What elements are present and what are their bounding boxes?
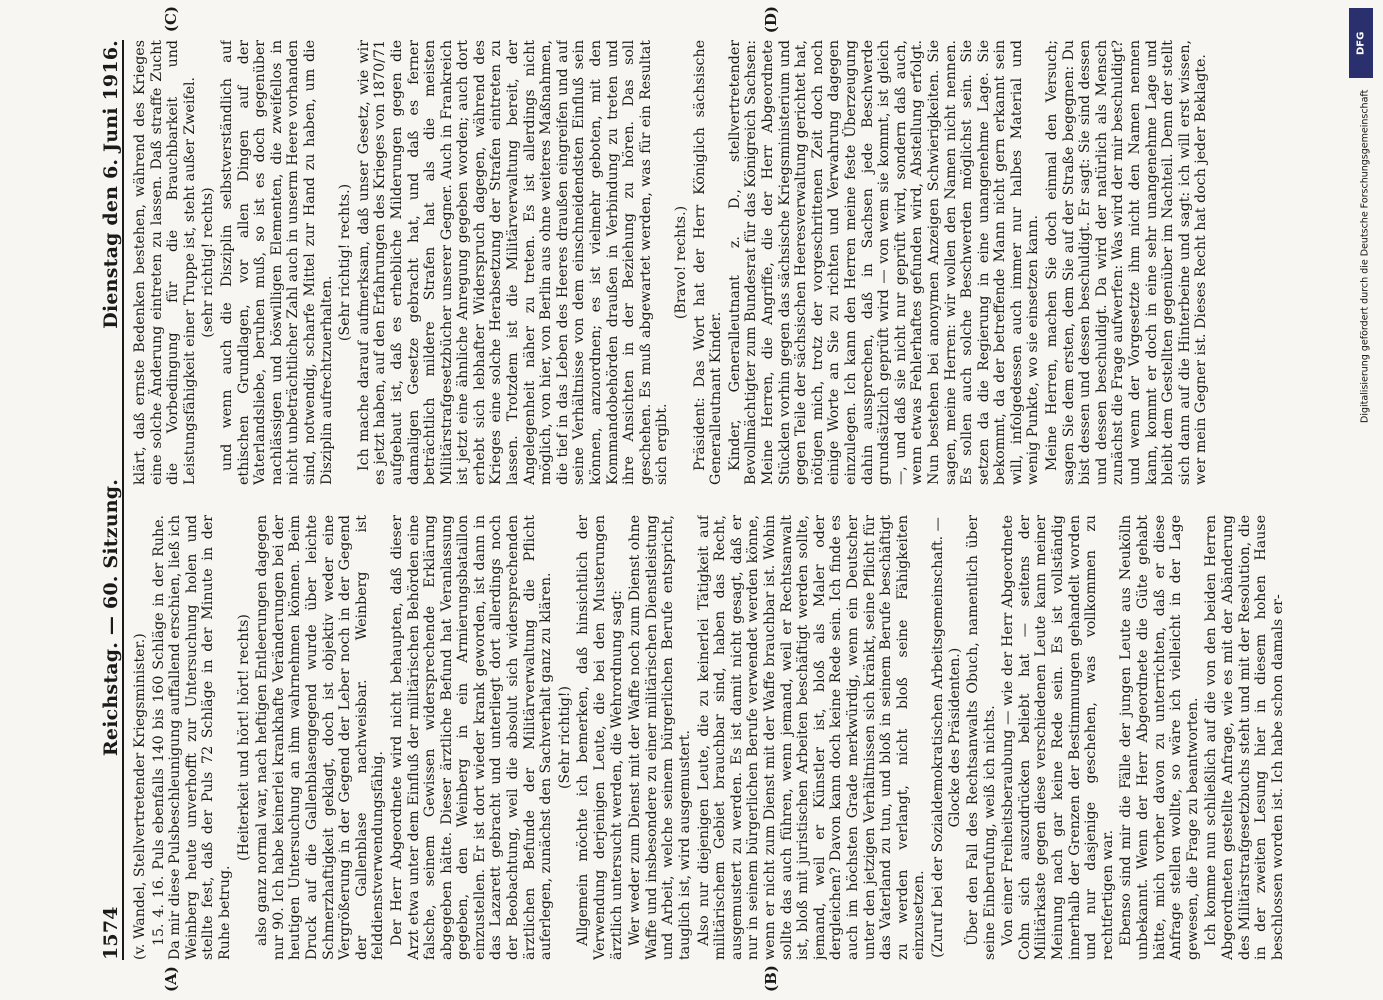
paragraph: (Sehr richtig!) xyxy=(556,685,573,790)
paragraph: Meine Herren, machen Sie doch einmal den Versuch; sagen Sie dem ersten, dem Sie auf der Straße begegnen: Du bist dessen und dessen beschuldigt. Er sagt: Sie sind dessen und dessen beschuldigt. Da wird der natürlich als Mensch zunächst die Frage aufwerfen: Was wird der mir beschuldigt? und wenn der Vorgesetzte ihm nicht den Namen nennen kann, kommt er doch in eine sehr unangenehme Lage und bleibt dem Gestellten gegenüber im Nachteil. Denn der stellt sich dann auf die Hinterbeine und sagt: ich will erst wissen, wer mein Gegner ist. Dieses Recht hat doch jeder Beklagte. xyxy=(1043,40,1209,485)
digitization-credit: Digitalisierung gefördert durch die Deutsche Forschungsgemeinschaft xyxy=(1359,90,1371,424)
paragraph: Über den Fall des Rechtsanwalts Obuch, namentlich über seine Einberufung, weiß ich nichts. xyxy=(964,515,998,960)
paragraph: 15. 4. 16. Puls ebenfalls 140 bis 160 Schläge in der Ruhe. Da mir diese Pulsbeschleunigung auffallend erschien, ließ ich Weinberg heute unverhofft zur Untersuchung holen und stellte fest, daß der Puls 72 Schläge in der Minute in der Ruhe betrug. xyxy=(150,515,233,960)
paragraph: Der Herr Abgeordnete wird nicht behaupten, daß dieser Arzt etwa unter dem Einfluß der militärischen Behörden eine falsche, seinem Gewissen widersprechende Erklärung abgegeben hätte. Dieser ärztliche Befund hat Veranlassung gegeben, den Weinberg in ein Armierungsbataillon einzustellen. Er ist dort wieder krank geworden, ist dann in das Lazarett gebracht und unterliegt dort allerdings noch der Beobachtung, weil die absolut sich widersprechenden ärztlichen Befunde der Militärverwaltung die Pflicht auferlegen, zunächst den Sachverhalt ganz zu klären. xyxy=(388,515,554,960)
rotated-page-content xyxy=(62,6,1322,992)
paragraph: Von einer Freiheitsberaubung — wie der Herr Abgeordnete Cohn sich auszudrücken beliebt hat — seitens der Militärkaste gegen diese verschiedenen Leute kann meiner Meinung nach gar keine Rede sein. Es ist vollständig innerhalb der Grenzen der Bestimmungen gehandelt worden und nur dasjenige geschehen, was vollkommen zu rechtfertigen war. xyxy=(999,515,1116,960)
paragraph: Ebenso sind mir die Fälle der jungen Leute aus Neukölln unbekannt. Wenn der Herr Abgeordnete die Güte gehabt hätte, mich vorher davon zu unterrichten, daß er diese Anfrage stellen wollte, so wäre ich vielleicht in der Lage gewesen, die Frage zu beantworten. xyxy=(1117,515,1201,960)
margin-letter-a: (A) xyxy=(161,966,180,992)
paragraph: Kinder, Generalleutnant z. D., stellvertretender Bevollmächtigter zum Bundesrat für das Königreich Sachsen: Meine Herren, die Angriffe, die der Herr Abgeordnete Stücklen vorhin gegen das sächsische Kriegsministerium und gegen Teile der sächsischen Heeresverwaltung gerichtet hat, nötigen mich, trotz der vorgeschrittenen Zeit doch noch einige Worte an Sie zu richten und Verwahrung dagegen einzulegen. Ich kann den Herren meine feste Überzeugung dahin aussprechen, daß in Sachsen jede Beschwerde grundsätzlich geprüft wird — von wem sie kommt, ist gleich —, und daß sie nicht nur geprüft wird, sondern daß auch, wenn etwas Fehlerhaftes gefunden wird, Abstellung erfolgt. Nun bestehen bei anonymen Anzeigen Schwierigkeiten. Sie sagen, meine Herren: wir wollen den Namen nicht nennen. Es sollen auch solche Beschwerden möglichst sein. Sie setzen da die Regierung in eine unangenehme Lage. Sie bekommt, da der betreffende Mann nicht gern erkannt sein will, infolgedessen auch immer nur halbes Material und wenig Punkte, wo sie einsetzen kann. xyxy=(726,40,1041,485)
session-date: Dienstag den 6. Juni 1916. xyxy=(99,40,122,329)
page-number: 1574 xyxy=(99,906,122,960)
paragraph: (Zuruf bei der Sozialdemokratischen Arbeitsgemeinschaft. — Glocke des Präsidenten.) xyxy=(929,517,962,958)
paragraph: (sehr richtig! rechts) xyxy=(199,187,216,338)
margin-letter-b: (B) xyxy=(761,965,780,992)
paragraph: (Bravo! rechts.) xyxy=(672,205,689,320)
paragraph: (v. Wandel, Stellvertretender Kriegsminister.) xyxy=(131,633,148,960)
margin-letter-c: (C) xyxy=(161,6,180,33)
paragraph: (Sehr richtig! rechts.) xyxy=(336,183,353,342)
paragraph: (Heiterkeit und hört! hört! rechts) xyxy=(235,614,252,861)
dfg-logo: DFG xyxy=(1349,8,1373,78)
session-title: Reichstag. — 60. Sitzung. xyxy=(99,478,122,757)
paragraph: Also nur diejenigen Leute, die zu keinerlei Tätigkeit auf militärischem Gebiet brauchbar sind, haben das Recht, ausgemustert zu werden. Es ist damit nicht gesagt, daß er nur in seinem bürgerlichen Berufe verwendet werden könne, wenn er nicht zum Dienst mit der Waffe brauchbar ist. Wohin sollte das auch führen, wenn jemand, weil er Rechtsanwalt ist, bloß mit juristischen Arbeiten beschäftigt werden sollte, jemand, weil er Künstler ist, bloß als Maler oder dergleichen? Davon kann doch keine Rede sein. Ich finde es auch im höchsten Grade merkwürdig, wenn ein Deutscher unter den jetzigen Verhältnissen sich kränkt, seine Pflicht für das Vaterland zu tun, und bloß in seinem Berufe beschäftigt zu werden verlangt, nicht bloß seine Fähigkeiten einzusetzen. xyxy=(695,515,927,960)
right-text-column xyxy=(132,40,1292,485)
paragraph: Präsident: Das Wort hat der Herr Königlich sächsische Generalleutnant Kinder. xyxy=(691,40,724,485)
left-text-column xyxy=(132,515,1292,960)
paragraph: Ich komme nun schließlich auf die von den beiden Herren Abgeordneten gestellte Anfrage, wie es mit der Abänderung des Militärstrafgesetzbuchs steht und mit der Resolution, die in der zweiten Lesung hier in diesem hohen Hause beschlossen worden ist. Ich habe schon damals er- xyxy=(1202,515,1286,960)
paragraph: klärt, daß ernste Bedenken bestehen, während des Krieges eine solche Änderung eintreten zu lassen. Daß straffe Zucht die Vorbedingung für die Brauchbarkeit und Leistungsfähigkeit einer Truppe ist, steht außer Zweifel. xyxy=(131,40,198,485)
paragraph: Wer weder zum Dienst mit der Waffe noch zum Dienst ohne Waffe und insbesondere zu einer militärischen Dienstleistung und Arbeit, welche seinem bürgerlichen Berufe entspricht, tauglich ist, wird ausgemustert. xyxy=(626,515,693,960)
paragraph: Ich mache darauf aufmerksam, daß unser Gesetz, wie wir es jetzt haben, auf den Erfahrungen des Krieges von 1870/71 aufgebaut ist, daß es erhebliche Milderungen gegen die damaligen Gesetze gebracht hat, und daß es ferner beträchtlich mildere Strafen hat als die meisten Militärstrafgesetzbücher unserer Gegner. Auch in Frankreich ist jetzt eine ähnliche Anregung gegeben worden; auch dort erhebt sich lebhafter Widerspruch dagegen, während des Krieges eine solche Herabsetzung der Strafen eintreten zu lassen. Trotzdem ist die Militärverwaltung bereit, der Angelegenheit näher zu treten. Es ist allerdings nicht möglich, von hier, von Berlin aus ohne weiteres Maßnahmen, die tief in das Leben des Heeres draußen eingreifen und auf seine Verhältnisse von dem einschneidendsten Einfluß sein können, anzuordnen; es ist vielmehr geboten, mit den Kommandobehörden draußen in Verbindung zu treten und ihre Ansichten in der Beziehung zu hören. Das soll geschehen. Es muß abgewartet werden, was für ein Resultat sich ergibt. xyxy=(355,40,670,485)
paragraph: Allgemein möchte ich bemerken, daß hinsichtlich der Verwendung derjenigen Leute, die bei den Musterungen ärztlich untersucht werden, die Wehrordnung sagt: xyxy=(574,515,625,960)
paragraph: also ganz normal war, nach heftigen Entleerungen dagegen nur 90. Ich habe keinerlei krankhafte Veränderungen bei der heutigen Untersuchung an ihm wahrnehmen können. Beim Druck auf die Gallenblasengegend wurde über leichte Schmerzhaftigkeit geklagt, doch ist objektiv weder eine Vergrößerung in der Gegend der Leber noch in der Gegend der Gallenblase nachweisbar. Weinberg ist felddienstverwendungsfähig. xyxy=(253,515,386,960)
margin-letter-d: (D) xyxy=(761,6,780,34)
page-header xyxy=(88,40,124,960)
paragraph: und wenn auch die Disziplin selbstverständlich auf ethischen Grundlagen, vor allen Dingen auf der Vaterlandsliebe, beruhen muß, so ist es doch gegenüber nachlässigen und böswilligen Elementen, die zweifellos in nicht unbeträchtlicher Zahl auch in unserm Heere vorhanden sind, notwendig, scharfe Mittel zur Hand zu haben, um die Disziplin aufrechtzuerhalten. xyxy=(218,40,335,485)
